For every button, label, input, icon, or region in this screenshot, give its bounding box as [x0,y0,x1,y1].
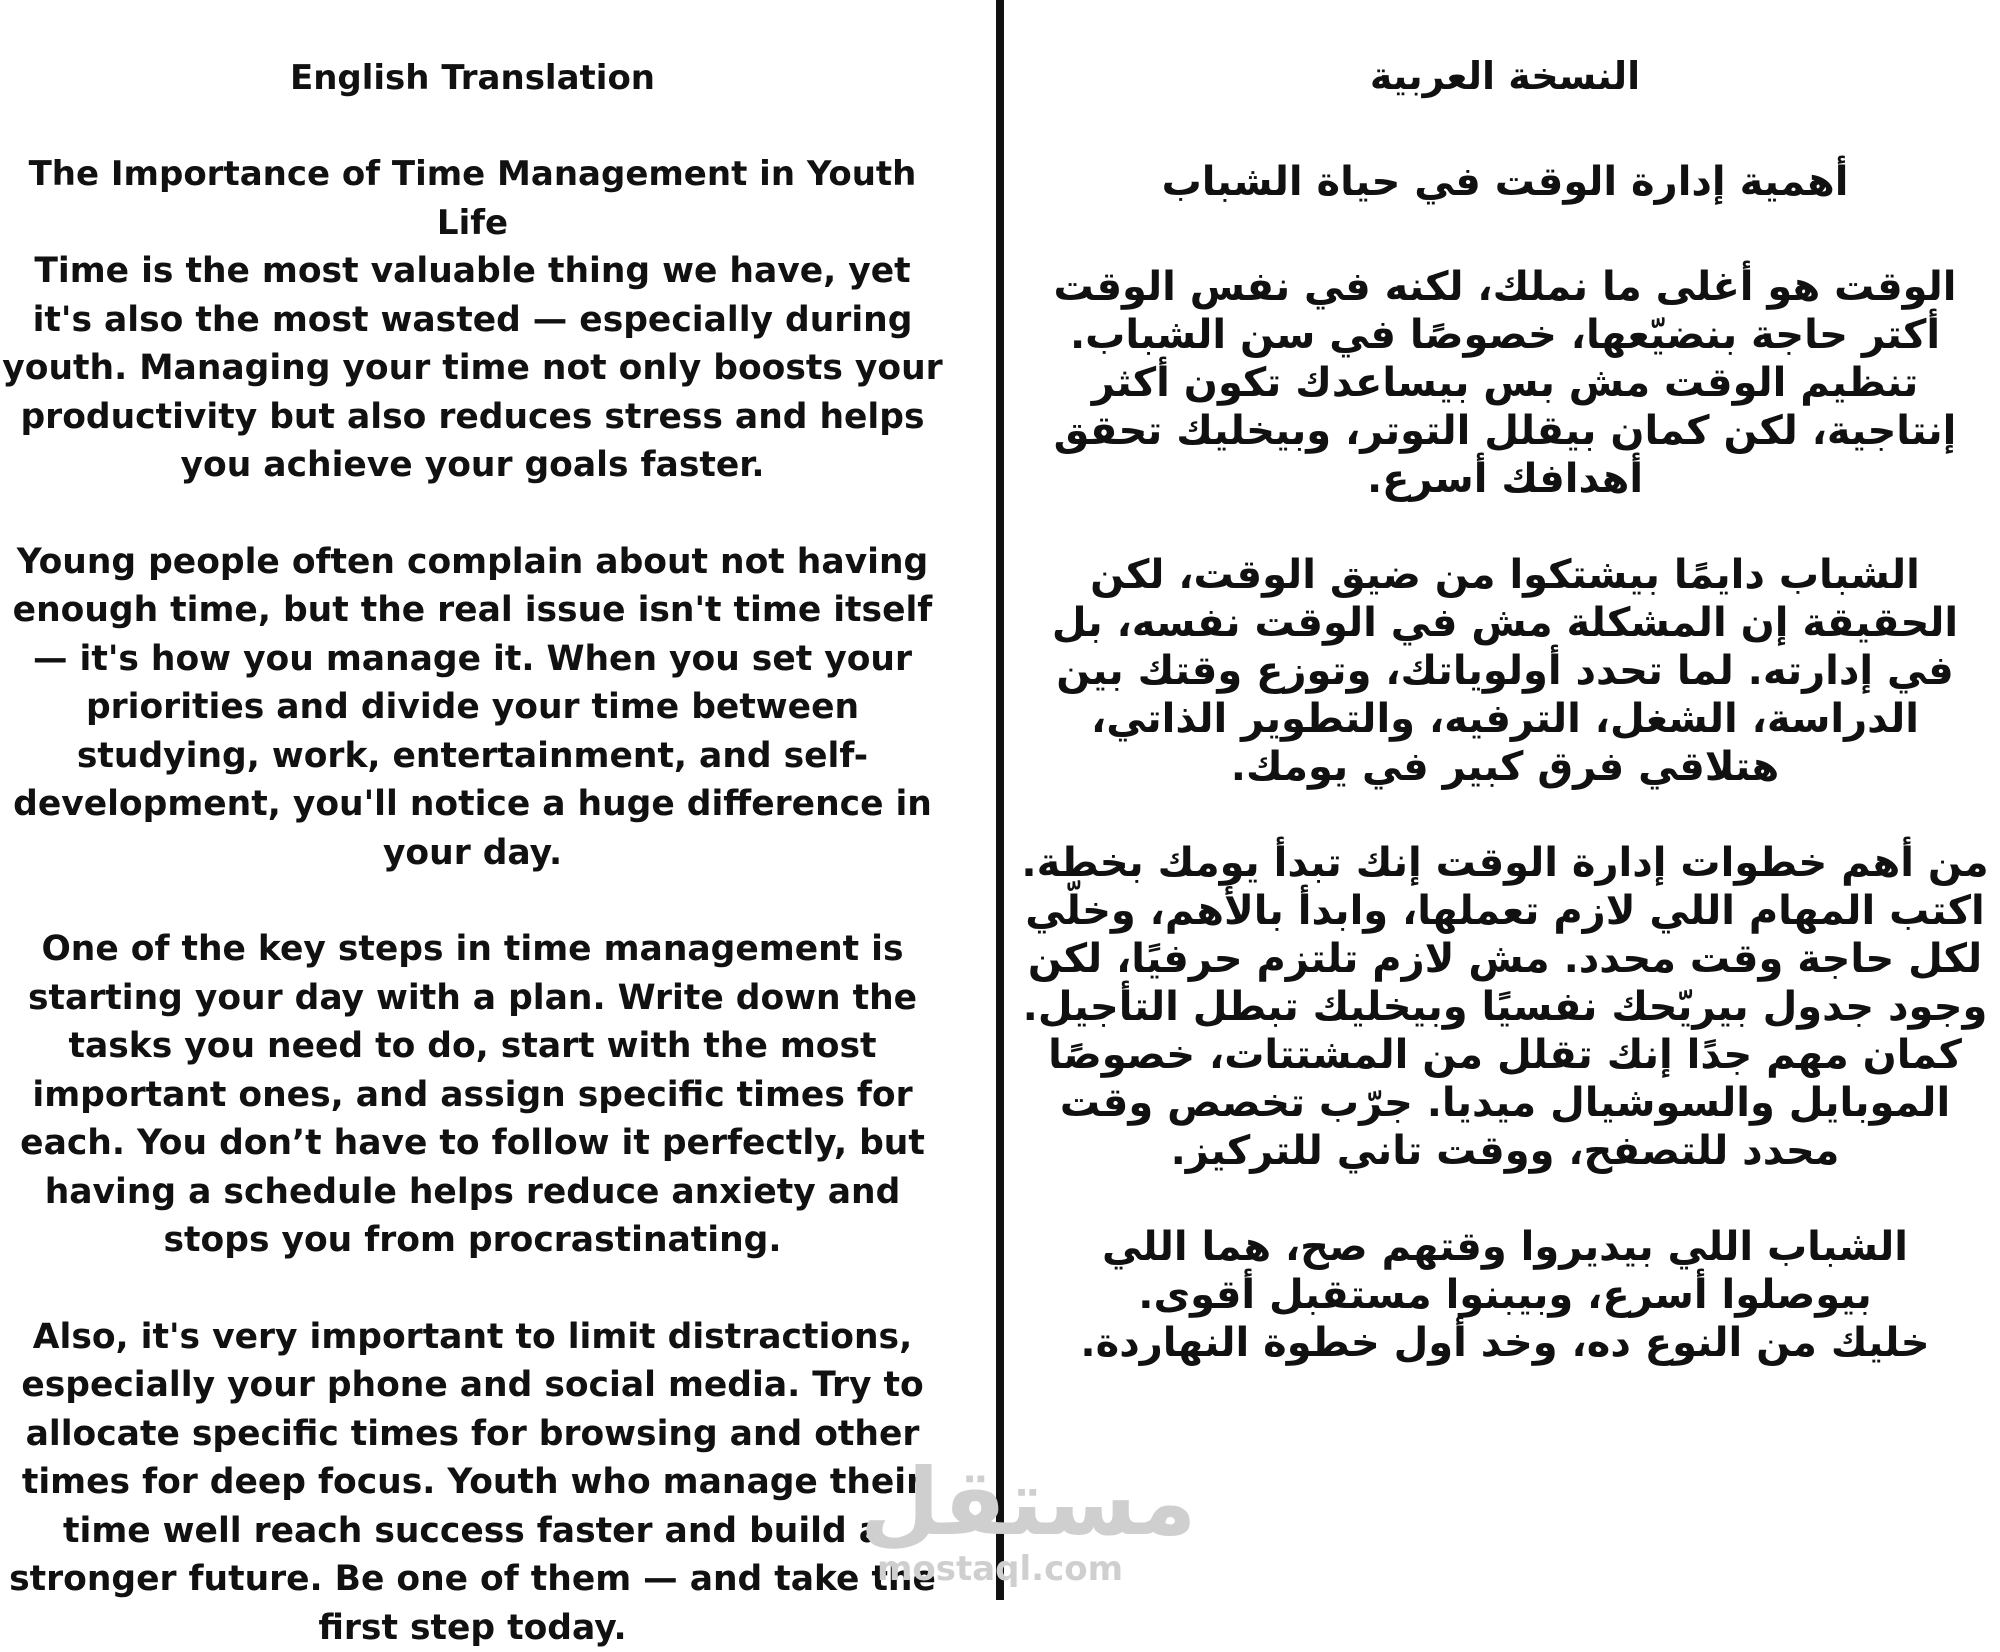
english-paragraph: Time is the most valuable thing we have, yet it's also the most wasted — especially during youth. Managing your time not only boosts your productivity but also reduces stress and helps you achieve your goals faster. [0,247,945,490]
english-paragraph: Also, it's very important to limit distractions, especially your phone and social media. Try to allocate specific times for browsing and other times for deep focus. Youth who manage their time well reach success faster and build a stronger future. Be one of them — and take the first step today. [0,1313,945,1652]
english-paragraph: Young people often complain about not having enough time, but the real issue isn't time itself — it's how you manage it. When you set your priorities and divide your time between studying, work, entertainment, and self-development, you'll notice a huge difference in your day. [0,538,945,878]
column-divider [996,0,1004,1600]
arabic-column [1010,0,2000,1600]
english-paragraph: One of the key steps in time management is starting your day with a plan. Write down the tasks you need to do, start with the most important ones, and assign specific times for each. You don’t have to follow it perfectly, but having a schedule helps reduce anxiety and stops you from procrastinating. [0,925,945,1265]
arabic-paragraph: الشباب اللي بيديروا وقتهم صح، هما اللي بيوصلوا أسرع، وبيبنوا مستقبل أقوى. [1020,1223,1990,1319]
english-column [0,0,945,1600]
arabic-paragraph: خليك من النوع ده، وخد أول خطوة النهاردة. [1020,1319,1990,1367]
english-title: The Importance of Time Management in Youth Life [0,150,945,247]
arabic-paragraph: الوقت هو أغلى ما نملك، لكنه في نفس الوقت أكتر حاجة بنضيّعها، خصوصًا في سن الشباب. تنظيم الوقت مش بس بيساعدك تكون أكثر إنتاجية، لكن كمان بيقلل التوتر، وبيخليك تحقق أهدافك أسرع. [1020,263,1990,503]
arabic-body [1020,263,1990,1367]
arabic-title: أهمية إدارة الوقت في حياة الشباب [1010,158,2000,206]
english-heading: English Translation [0,54,945,103]
arabic-paragraph: من أهم خطوات إدارة الوقت إنك تبدأ يومك بخطة. اكتب المهام اللي لازم تعملها، وابدأ بالأهم، وخلّي لكل حاجة وقت محدد. مش لازم تلتزم حرفيًا، لكن وجود جدول بيريّحك نفسيًا وبيخليك تبطل التأجيل. [1020,839,1990,1031]
mostaql-url: mostaql.com [860,1551,1140,1587]
arabic-heading: النسخة العربية [1010,52,2000,100]
mostaql-logo: مستقل [860,1455,1140,1551]
arabic-paragraph: الشباب دايمًا بيشتكوا من ضيق الوقت، لكن الحقيقة إن المشكلة مش في الوقت نفسه، بل في إدارته. لما تحدد أولوياتك، وتوزع وقتك بين الدراسة، الشغل، الترفيه، والتطوير الذاتي، هتلاقي فرق كبير في يومك. [1020,551,1990,791]
mostaql-watermark [860,1455,1140,1587]
english-body [0,247,945,1652]
arabic-paragraph: كمان مهم جدًا إنك تقلل من المشتتات، خصوصًا الموبايل والسوشيال ميديا. جرّب تخصص وقت محدد للتصفح، ووقت تاني للتركيز. [1020,1031,1990,1175]
